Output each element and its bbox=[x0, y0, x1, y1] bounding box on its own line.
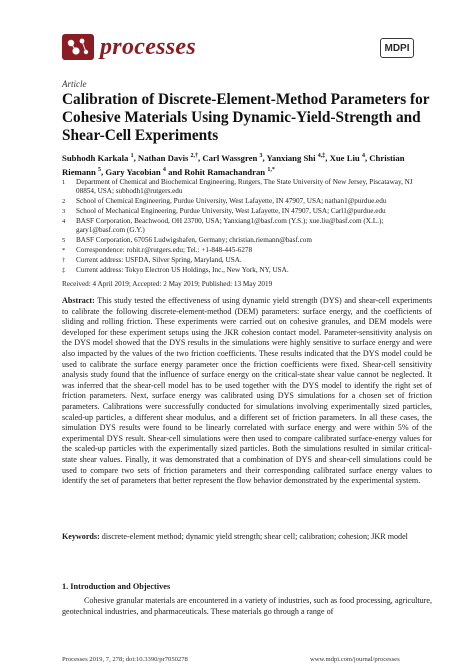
author-name: Carl Wassgren bbox=[202, 152, 258, 163]
author-name: Christian Riemann bbox=[62, 152, 405, 177]
author-name: Gary Yacobian bbox=[105, 166, 161, 177]
author-name: Xue Liu bbox=[329, 152, 360, 163]
publisher-logo[interactable]: MDPI bbox=[380, 38, 414, 58]
affiliation-text: BASF Corporation, Beachwood, OH 23700, USA; Yanxiang1@basf.com (Y.S.); xue.liu@basf.com (X.L.); gary1@basf.com (G.Y.) bbox=[76, 217, 384, 235]
author-name: Nathan Davis bbox=[137, 152, 189, 163]
author-affiliation-mark: 5 bbox=[97, 166, 101, 173]
keywords-text: discrete-element method; dynamic yield strength; shear cell; calibration; cohesion; JKR model bbox=[101, 532, 408, 541]
section-heading: 1. Introduction and Objectives bbox=[62, 582, 171, 591]
journal-name[interactable]: processes bbox=[100, 34, 197, 60]
affiliation-mark: 2 bbox=[62, 198, 66, 205]
author-name: Rohit Ramachandran bbox=[184, 166, 266, 177]
keywords-label: Keywords: bbox=[62, 532, 100, 541]
affiliation-mark: 3 bbox=[62, 208, 66, 215]
publication-dates: Received: 4 April 2019; Accepted: 2 May 2019; Published: 13 May 2019 bbox=[62, 280, 273, 288]
affiliation-mark: 4 bbox=[62, 218, 66, 225]
author-affiliation-mark: 4 bbox=[361, 153, 365, 159]
journal-logo bbox=[62, 34, 94, 60]
footer-url[interactable]: www.mdpi.com/journal/processes bbox=[310, 656, 400, 663]
author-affiliation-mark: 4 bbox=[162, 166, 166, 173]
intro-paragraph: Cohesive granular materials are encountered in a variety of industries, such as food processing, agriculture, geotechnical industries, and pharmaceuticals. These materials go through a range of bbox=[62, 596, 432, 616]
affiliation-mark: 5 bbox=[62, 237, 66, 244]
affiliation-mark: * bbox=[62, 247, 66, 254]
affiliation-text: Current address: Tokyo Electron US Holdings, Inc., New York, NY, USA. bbox=[76, 266, 289, 274]
author-list: Subhodh Karkala $^1$, Nathan Davis $^{2,\dagger}$, Carl Wassgren $^3$, Yanxiang Shi $^{4,\ddagger}$, Xue Liu $^4$, Christian Riemann $^5$, Gary Yacobian $^4$ and Rohit Ramachandran $^{1,*}$ bbox=[62, 152, 405, 177]
affiliation-text: School of Chemical Engineering, Purdue University, West Lafayette, IN 47907, USA; nathan1@purdue.edu bbox=[76, 197, 387, 205]
author-name: Yanxiang Shi bbox=[266, 152, 316, 163]
affiliation-text: School of Mechanical Engineering, Purdue University, West Lafayette, IN 47907, USA; Carl1@purdue.edu bbox=[76, 207, 386, 215]
author-affiliation-mark: 1,* bbox=[267, 166, 275, 173]
abstract-text: This study tested the effectiveness of using dynamic yield strength (DYS) and shear-cell experiments to calibrate the following discrete-element-method (DEM) parameters: surface energy, and the coefficients of sliding and rolling friction. These experiments were carried out on cohesive granules, and DEM models were developed for these experiment setups using the JKR cohesion contact model. Parameter-sensitivity analysis on the DYS model showed that the DYS results in the simulations were highly sensitive to surface energy and were also impacted by the values of the two friction coefficients. These results indicated that the DYS model could be used to calibrate the surface energy parameter once the friction coefficients were fixed. Shear-cell sensitivity analysis study found that the influence of surface energy on the critical-state shear value cannot be neglected. It was inferred that the shear-cell model has to be used together with the DYS model to identify the right set of friction parameters. Next, surface energy was calibrated using DYS simulations for a chosen set of friction parameters. Calibrations were successfully conducted for simulations involving experimentally sized particles, scaled-up particles, a different shear modulus, and a different set of friction parameters. In all these cases, the simulation DYS results were found to be linearly correlated with surface energy and were within 5% of the experimental DYS result. Shear-cell simulations were then used to compare calibrated surface-energy values for the scaled-up particles with the experimentally sized particles. Both the simulations resulted in similar critical-state shear values. Finally, it was demonstrated that a combination of DYS and shear-cell simulations could be used to compare two sets of friction parameters and their corresponding calibrated surface energy values to identify the set of parameters that better represent the flow behavior demonstrated by the experimental system. bbox=[62, 296, 432, 486]
affiliation-mark: 1 bbox=[62, 179, 66, 186]
abstract-label: Abstract: bbox=[62, 296, 95, 305]
correspondence-text: Correspondence: rohit.r@rutgers.edu; Tel.: +1-848-445-6278 bbox=[76, 246, 253, 254]
affiliation-text: Current address: USFDA, Silver Spring, Maryland, USA. bbox=[76, 256, 242, 264]
author-name: Subhodh Karkala bbox=[62, 152, 129, 163]
author-affiliation-mark: 2,† bbox=[190, 153, 199, 159]
article-type: Article bbox=[62, 79, 87, 89]
keywords bbox=[62, 532, 432, 543]
author-affiliation-mark: 3 bbox=[259, 153, 263, 159]
affiliation-text: Department of Chemical and Biochemical Engineering, Rutgers, The State University of New Jersey, Piscataway, NJ 08854, USA; subhodh1@rutgers.edu bbox=[76, 178, 413, 196]
paper-title: Calibration of Discrete-Element-Method Parameters for Cohesive Materials Using Dynamic-Yield-Strength and Shear-Cell Experiments bbox=[62, 91, 430, 144]
footer-citation: Processes 2019, 7, 278; doi:10.3390/pr7050278 bbox=[62, 656, 188, 663]
affiliation-mark: ‡ bbox=[62, 267, 66, 274]
affiliation-text: BASF Corporation, 67056 Ludwigshafen, Germany; christian.riemann@basf.com bbox=[76, 236, 312, 244]
affiliation-mark: † bbox=[62, 257, 66, 264]
abstract bbox=[62, 296, 432, 487]
author-affiliation-mark: 1 bbox=[130, 153, 134, 159]
author-affiliation-mark: 4,‡ bbox=[317, 153, 326, 159]
